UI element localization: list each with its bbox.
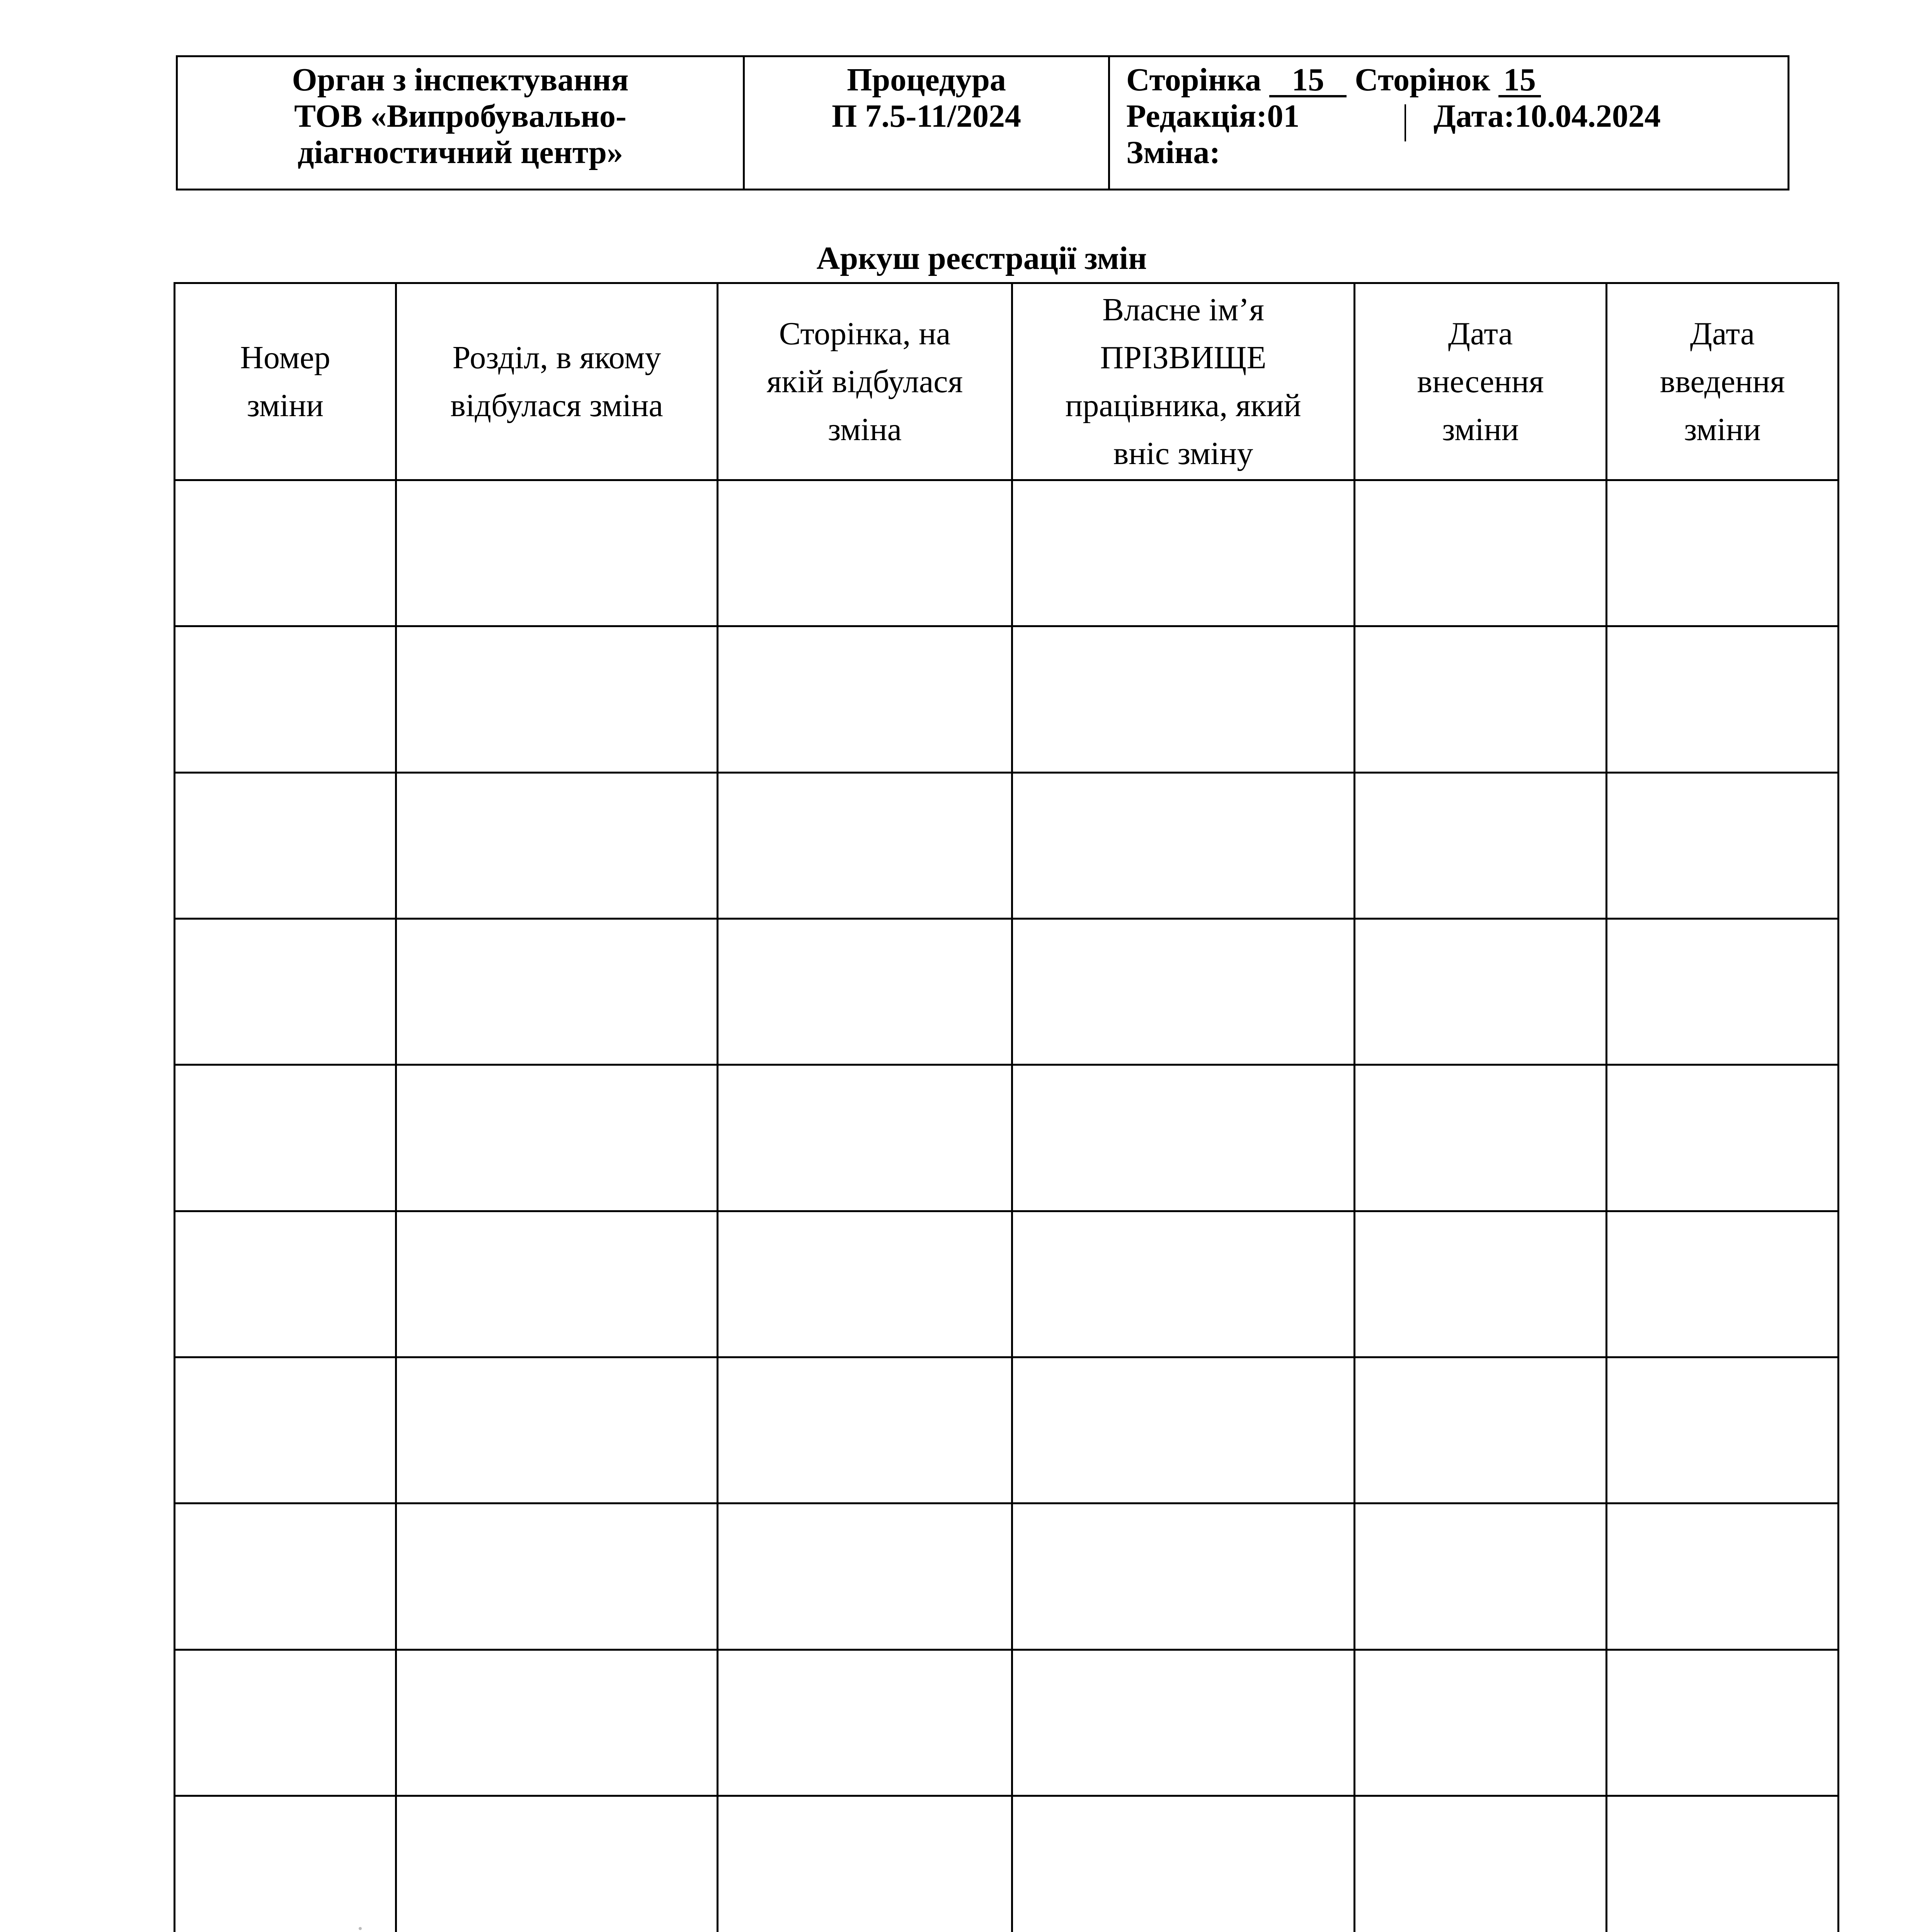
table-cell xyxy=(718,626,1012,772)
table-cell xyxy=(1607,772,1839,918)
table-cell xyxy=(1607,1357,1839,1503)
table-cell xyxy=(1355,480,1607,626)
table-cell xyxy=(1012,480,1355,626)
table-cell xyxy=(396,772,718,918)
organization-name-line: Орган з інспектування xyxy=(292,62,629,98)
table-row xyxy=(175,626,1839,772)
table-cell xyxy=(1607,1503,1839,1650)
table-cell xyxy=(1012,1357,1355,1503)
table-cell xyxy=(396,1357,718,1503)
table-cell xyxy=(1607,1650,1839,1796)
table-row xyxy=(175,1796,1839,1932)
table-cell xyxy=(175,1357,396,1503)
organization-name-line: ТОВ «Випробувально- xyxy=(294,98,627,134)
table-cell xyxy=(1355,626,1607,772)
table-cell xyxy=(175,626,396,772)
procedure-label: Процедура xyxy=(847,62,1006,98)
page-label: Сторінка xyxy=(1126,62,1262,98)
table-cell xyxy=(175,1503,396,1650)
table-cell xyxy=(396,1211,718,1357)
table-cell xyxy=(1355,1650,1607,1796)
table-row xyxy=(175,1503,1839,1650)
table-row xyxy=(175,1650,1839,1796)
table-cell xyxy=(175,1650,396,1796)
revision-line xyxy=(1126,98,1788,134)
table-cell xyxy=(1355,772,1607,918)
table-cell xyxy=(718,772,1012,918)
table-cell xyxy=(175,1065,396,1211)
column-header-page: Сторінка, на якій відбулася зміна xyxy=(718,283,1012,480)
table-row xyxy=(175,1065,1839,1211)
table-cell xyxy=(1355,1211,1607,1357)
procedure-cell xyxy=(744,56,1109,190)
table-cell xyxy=(1355,918,1607,1065)
organization-cell xyxy=(177,56,744,190)
table-cell xyxy=(1012,1796,1355,1932)
date: Дата:10.04.2024 xyxy=(1433,98,1661,134)
revision: Редакція:01 xyxy=(1126,98,1300,134)
table-cell xyxy=(1012,772,1355,918)
scan-speck xyxy=(359,1927,362,1930)
table-cell xyxy=(175,1796,396,1932)
table-cell xyxy=(396,1650,718,1796)
table-cell xyxy=(718,1796,1012,1932)
page-line xyxy=(1126,62,1788,98)
column-header-effective-date: Дата введення зміни xyxy=(1607,283,1839,480)
table-cell xyxy=(1355,1796,1607,1932)
table-cell xyxy=(175,480,396,626)
table-cell xyxy=(1012,1211,1355,1357)
table-cell xyxy=(1012,1065,1355,1211)
table-cell xyxy=(1012,626,1355,772)
table-cell xyxy=(396,918,718,1065)
table-cell xyxy=(1355,1357,1607,1503)
table-cell xyxy=(396,1503,718,1650)
table-row xyxy=(175,918,1839,1065)
table-cell xyxy=(1607,918,1839,1065)
column-header-employee: Власне ім’я ПРІЗВИЩЕ працівника, який вніс зміну xyxy=(1012,283,1355,480)
change: Зміна: xyxy=(1126,134,1221,170)
column-header-section: Розділ, в якому відбулася зміна xyxy=(396,283,718,480)
table-row xyxy=(175,480,1839,626)
table-cell xyxy=(718,1065,1012,1211)
table-cell xyxy=(396,1796,718,1932)
table-cell xyxy=(718,1503,1012,1650)
table-header-row xyxy=(175,283,1839,480)
table-cell xyxy=(396,480,718,626)
column-header-change-number: Номер зміни xyxy=(175,283,396,480)
table-cell xyxy=(718,1211,1012,1357)
table-cell xyxy=(718,1357,1012,1503)
table-cell xyxy=(718,480,1012,626)
sheet-title: Аркуш реєстрації змін xyxy=(816,240,1147,276)
table-cell xyxy=(175,918,396,1065)
table-row xyxy=(175,1357,1839,1503)
organization-name-line: діагностичний центр» xyxy=(298,134,623,170)
table-cell xyxy=(175,772,396,918)
page-number: 15 xyxy=(1269,65,1347,97)
table-cell xyxy=(1607,1211,1839,1357)
procedure-code: П 7.5-11/2024 xyxy=(831,98,1021,134)
table-cell xyxy=(175,1211,396,1357)
column-header-entry-date: Дата внесення зміни xyxy=(1355,283,1607,480)
table-cell xyxy=(1607,1796,1839,1932)
table-cell xyxy=(718,918,1012,1065)
table-row xyxy=(175,772,1839,918)
table-cell xyxy=(1607,626,1839,772)
change-registration-table xyxy=(174,282,1839,1932)
table-cell xyxy=(1607,1065,1839,1211)
page-info-cell xyxy=(1109,56,1789,190)
table-row xyxy=(175,1211,1839,1357)
pages-total: 15 xyxy=(1498,65,1541,97)
table-cell xyxy=(1607,480,1839,626)
table-cell xyxy=(1355,1065,1607,1211)
table-cell xyxy=(1355,1503,1607,1650)
table-cell xyxy=(1012,1650,1355,1796)
table-cell xyxy=(396,1065,718,1211)
document-header xyxy=(176,55,1789,190)
table-cell xyxy=(718,1650,1012,1796)
table-cell xyxy=(396,626,718,772)
table-cell xyxy=(1012,1503,1355,1650)
table-cell xyxy=(1012,918,1355,1065)
pages-label: Сторінок xyxy=(1355,62,1490,98)
revision-date-divider xyxy=(1405,104,1406,141)
